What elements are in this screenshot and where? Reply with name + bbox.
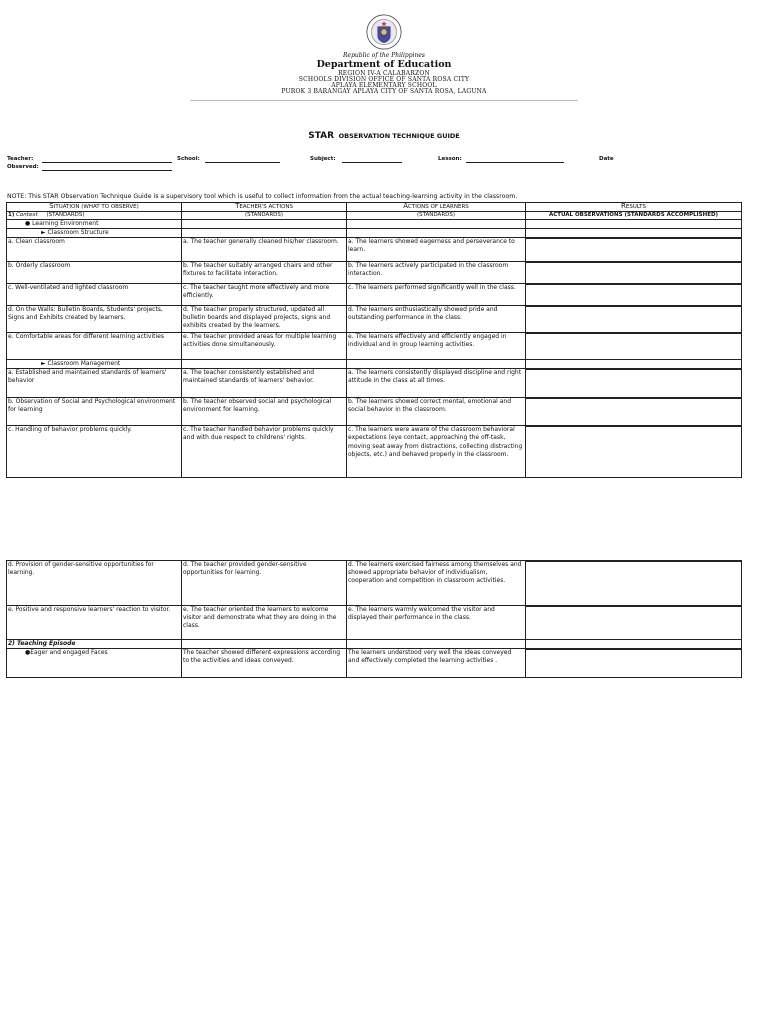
- learner-action-cell: e. The learners warmly welcomed the visitor and displayed their performance in the class.: [347, 606, 526, 640]
- result-cell[interactable]: [526, 306, 742, 333]
- col-actions: ACTIONS OF LEARNERS: [347, 203, 526, 212]
- learner-standards: (STANDARDS): [347, 211, 526, 219]
- title-star: STAR: [308, 131, 335, 141]
- learning-environment-label: ● Learning Environment: [7, 220, 182, 229]
- situation-cell: a. Clean classroom: [7, 238, 182, 262]
- result-cell[interactable]: [526, 262, 742, 284]
- col-teacher: TEACHER'S ACTIONS: [182, 203, 347, 212]
- section-2-row: 2) Teaching Episode: [7, 640, 182, 649]
- col-results: RESULTS: [526, 203, 742, 212]
- subject-field[interactable]: [342, 162, 402, 163]
- situation-cell: e. Comfortable areas for different learning activities: [7, 333, 182, 360]
- teacher-standards: (STANDARDS): [182, 211, 347, 219]
- learner-action-cell: a. The learners showed eagerness and perseverance to learn.: [347, 238, 526, 262]
- observation-table-2: [6, 560, 742, 678]
- result-cell[interactable]: [526, 606, 742, 640]
- teacher-action-cell: c. The teacher handled behavior problems quickly and with due respect to childrens' rights.: [182, 426, 347, 478]
- header-divider: [190, 100, 578, 101]
- classroom-structure-label: ► Classroom Structure: [7, 229, 182, 238]
- situation-cell: b. Orderly classroom: [7, 262, 182, 284]
- learner-action-cell: c. The learners performed significantly well in the class.: [347, 284, 526, 306]
- teacher-action-cell: e. The teacher oriented the learners to welcome visitor and demonstrate what they are doing in the class.: [182, 606, 347, 640]
- situation-cell: c. Well-ventilated and lighted classroom: [7, 284, 182, 306]
- observed-field-label: Observed:: [7, 164, 39, 170]
- subject-field-label: Subject:: [310, 156, 336, 162]
- situation-cell: a. Established and maintained standards of learners' behavior: [7, 369, 182, 398]
- result-cell[interactable]: [526, 369, 742, 398]
- result-cell[interactable]: [526, 238, 742, 262]
- deped-seal-icon: [366, 14, 402, 50]
- situation-cell: d. Provision of gender-sensitive opportunities for learning.: [7, 561, 182, 606]
- teacher-action-cell: The teacher showed different expressions according to the activities and ideas conveyed.: [182, 649, 347, 678]
- col-situation: SITUATION (WHAT TO OBSERVE): [7, 203, 182, 212]
- result-cell[interactable]: [526, 398, 742, 426]
- school-label: APLAYA ELEMENTARY SCHOOL: [331, 82, 437, 89]
- teacher-action-cell: c. The teacher taught more effectively and more efficiently.: [182, 284, 347, 306]
- lesson-field[interactable]: [466, 162, 564, 163]
- classroom-management-label: ► Classroom Management: [7, 360, 182, 369]
- actual-observations-header: ACTUAL OBSERVATIONS (STANDARDS ACCOMPLISHED): [526, 211, 742, 219]
- situation-cell: c. Handling of behavior problems quickly.: [7, 426, 182, 478]
- teacher-action-cell: b. The teacher observed social and psychological environment for learning.: [182, 398, 347, 426]
- teacher-field-label: Teacher:: [7, 156, 34, 162]
- learner-action-cell: d. The learners enthusiastically showed pride and outstanding performance in the class.: [347, 306, 526, 333]
- result-cell[interactable]: [526, 284, 742, 306]
- republic-label: Republic of the Philippines: [343, 52, 425, 59]
- learner-action-cell: d. The learners exercised fairness among themselves and showed appropriate behavior of individualism, cooperation and competition in classroom activities.: [347, 561, 526, 606]
- region-label: REGION IV-A CALABARZON: [338, 70, 430, 77]
- teacher-action-cell: d. The teacher properly structured, updated all bulletin boards and displayed projects, signs and exhibits created by the learners.: [182, 306, 347, 333]
- teacher-action-cell: a. The teacher consistently established and maintained standards of learners' behavior.: [182, 369, 347, 398]
- result-cell[interactable]: [526, 333, 742, 360]
- result-cell[interactable]: [526, 649, 742, 678]
- observation-table-1: [6, 202, 742, 478]
- page-title: [0, 131, 768, 141]
- observed-field[interactable]: [42, 170, 172, 171]
- department-label: Department of Education: [316, 59, 452, 70]
- teacher-field[interactable]: [42, 162, 172, 163]
- learner-action-cell: c. The learners were aware of the classroom behavioral expectations (eye contact, approaching the off-task, moving seat away from distractions, collecting distracting objects, etc.) and behaved properly in the classroom.: [347, 426, 526, 478]
- title-rest: OBSERVATION TECHNIQUE GUIDE: [338, 132, 460, 140]
- situation-cell: e. Positive and responsive learners' reaction to visitor.: [7, 606, 182, 640]
- section-1-row: 1) Context (STANDARDS): [7, 211, 182, 219]
- lesson-field-label: Lesson:: [438, 156, 462, 162]
- situation-cell: b. Observation of Social and Psychological environment for learning: [7, 398, 182, 426]
- learner-action-cell: e. The learners effectively and efficiently engaged in individual and in group learning activities.: [347, 333, 526, 360]
- learner-action-cell: b. The learners actively participated in the classroom interaction.: [347, 262, 526, 284]
- result-cell[interactable]: [526, 561, 742, 606]
- learner-action-cell: b. The learners showed correct mental, emotional and social behavior in the classroom.: [347, 398, 526, 426]
- learner-action-cell: a. The learners consistently displayed discipline and right attitude in the class at all times.: [347, 369, 526, 398]
- note-text: NOTE: This STAR Observation Technique Guide is a supervisory tool which is useful to collect information from the actual teaching-learning activity in the classroom.: [7, 193, 518, 200]
- school-field-label: School:: [177, 156, 200, 162]
- teacher-action-cell: b. The teacher suitably arranged chairs and other fixtures to facilitate interaction.: [182, 262, 347, 284]
- result-cell[interactable]: [526, 426, 742, 478]
- school-field[interactable]: [205, 162, 280, 163]
- division-label: SCHOOLS DIVISION OFFICE OF SANTA ROSA CITY: [298, 76, 470, 83]
- address-label: PUROK 3 BARANGAY APLAYA CITY OF SANTA ROSA, LAGUNA: [281, 88, 487, 95]
- teacher-action-cell: a. The teacher generally cleaned his/her classroom.: [182, 238, 347, 262]
- learner-action-cell: The learners understood very well the ideas conveyed and effectively completed the learning activities .: [347, 649, 526, 678]
- teacher-action-cell: d. The teacher provided gender-sensitive opportunities for learning.: [182, 561, 347, 606]
- situation-cell: ●Eager and engaged Faces: [7, 649, 182, 678]
- teacher-action-cell: e. The teacher provided areas for multiple learning activities done simultaneously.: [182, 333, 347, 360]
- date-field-label: Date: [599, 156, 614, 162]
- situation-cell: d. On the Walls: Bulletin Boards, Students' projects, Signs and Exhibits created by learners.: [7, 306, 182, 333]
